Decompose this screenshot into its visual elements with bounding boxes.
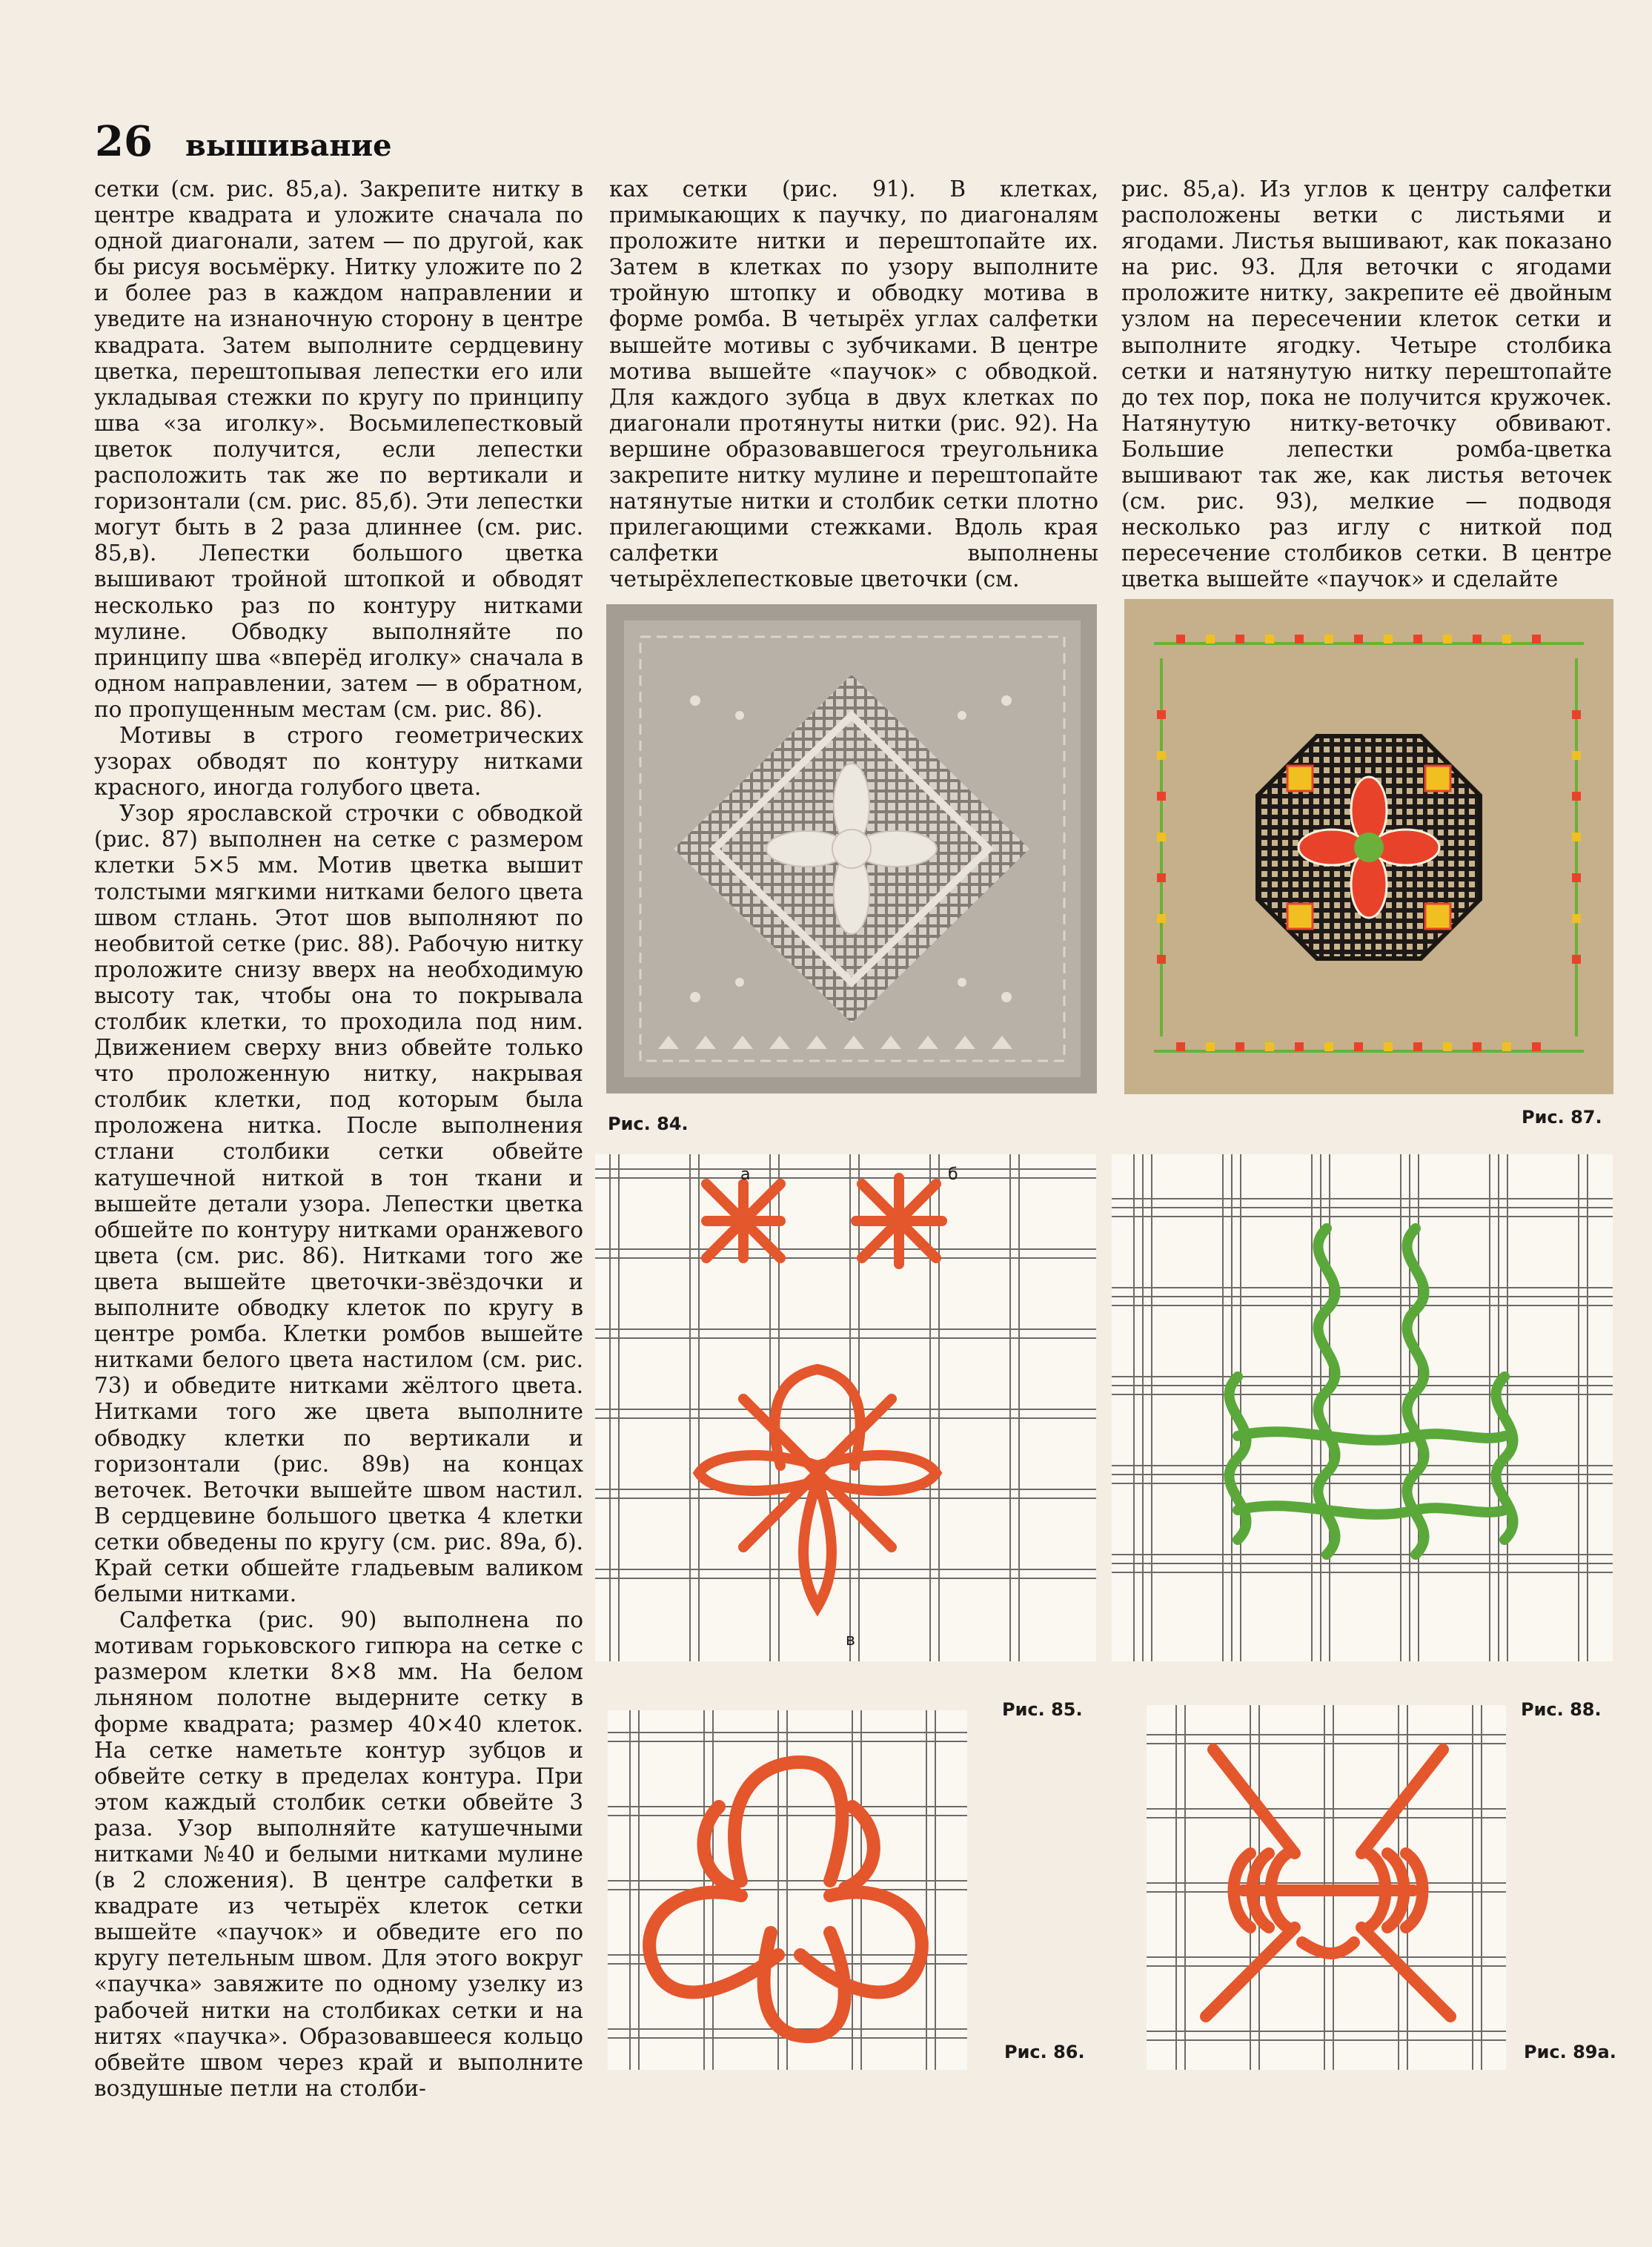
section-title: вышивание	[185, 128, 392, 163]
figure-86-caption: Рис. 86.	[1004, 2042, 1085, 2062]
figure-86-outlined-petals	[608, 1710, 967, 2070]
figure-84-napkin-photo	[606, 604, 1097, 1093]
page-number: 26	[95, 117, 153, 166]
figure-85-label-v: в	[846, 1631, 855, 1649]
paragraph: ках сетки (рис. 91). В клетках, примыкающих к паучку, по диагоналям проложите нитки и перештопайте их. Затем в клетках по узору выполните тройную штопку и обводку мотива в форме ромба. В четырёх углах салфетки вышейте мотивы с зубчиками. В центре мотива вышейте «паучок» с обводкой. Для каждого зубца в двух клетках по диагонали протянуты нитки (рис. 92). На вершине образовавшегося треугольника закрепите нитку мулине и перештопайте натянутые нитки и столбик сетки плотно прилегающими стежками. Вдоль края салфетки выполнены четырёхлепестковые цветочки (см.	[609, 176, 1098, 592]
figure-85-label-b: б	[948, 1165, 958, 1184]
figure-84-caption: Рис. 84.	[608, 1113, 689, 1134]
figure-88-caption: Рис. 88.	[1521, 1699, 1602, 1720]
figure-85-label-a: а	[740, 1165, 751, 1184]
text-column-3	[1121, 176, 1612, 593]
figure-87-caption: Рис. 87.	[1522, 1107, 1602, 1128]
figure-87-napkin-photo	[1124, 599, 1613, 1094]
text-column-2	[609, 176, 1098, 593]
page-header	[95, 117, 392, 169]
figure-85-petal-stitches	[595, 1154, 1096, 1661]
paragraph: Мотивы в строго геометрических узорах обводят по контуру нитками красного, иногда голубого цвета.	[94, 722, 583, 801]
figure-89a-wrapped-stitch	[1147, 1705, 1506, 2070]
paragraph: Салфетка (рис. 90) выполнена по мотивам горьковского гипюра на сетке с размером клетки 8×8 мм. На белом льняном полотне выдерните сетку в форме квадрата; размер 40×40 клеток. На сетке наметьте контур зубцов и обвейте сетку в пределах контура. При этом каждый столбик сетки обвейте 3 раза. Узор выполняйте катушечными нитками №40 и белыми нитками мулине (в 2 сложения). В центре салфетки в квадрате из четырёх клеток сетки вышейте «паучок» и обведите его по кругу петельным швом. Для этого вокруг «паучка» завяжите по одному узелку из рабочей нитки на столбиках сетки и на нитях «паучка». Образовавшееся кольцо обвейте швом через край и выполните воздушные петли на столби-	[94, 1607, 583, 2101]
paragraph: сетки (см. рис. 85,а). Закрепите нитку в центре квадрата и уложите сначала по одной диагонали, затем — по другой, как бы рисуя восьмёрку. Нитку уложите по 2 и более раз в каждом направлении и уведите на изнаночную сторону в центре квадрата. Затем выполните сердцевину цветка, перештопывая лепестки его или укладывая стежки по кругу по принципу шва «за иголку». Восьмилепестковый цветок получится, если лепестки расположить так же по вертикали и горизонтали (см. рис. 85,б). Эти лепестки могут быть в 2 раза длиннее (см. рис. 85,в). Лепестки большого цветка вышивают тройной штопкой и обводят несколько раз по контуру нитками мулине. Обводку выполняйте по принципу шва «вперёд иголку» сначала в одном направлении, затем — в обратном, по пропущенным местам (см. рис. 86).	[94, 176, 583, 722]
paragraph: Узор ярославской строчки с обводкой (рис. 87) выполнен на сетке с размером клетки 5×5 мм. Мотив цветка вышит толстыми мягкими нитками белого цвета швом стлань. Этот шов выполняют по необвитой сетке (рис. 88). Рабочую нитку проложите снизу вверх на необходимую высоту так, чтобы она то покрывала столбик клетки, то проходила под ним. Движением сверху вниз обвейте только что проложенную нитку, накрывая столбик клетки, под которым была проложена нитка. После выполнения стлани столбики сетки обвейте катушечной ниткой в тон ткани и вышейте детали узора. Лепестки цветка обшейте по контуру нитками оранжевого цвета (см. рис. 86). Нитками того же цвета вышейте цветочки-звёздочки и выполните обводку клеток по кругу в центре ромба. Клетки ромбов вышейте нитками белого цвета настилом (см. рис. 73) и обведите нитками жёлтого цвета. Нитками того же цвета выполните обводку клетки по вертикали и горизонтали (рис. 89в) на концах веточек. Веточки вышейте швом настил. В сердцевине большого цветка 4 клетки сетки обведены по кругу (см. рис. 89а, б). Край сетки обшейте гладьевым валиком белыми нитками.	[94, 801, 583, 1607]
figure-85-caption: Рис. 85.	[1002, 1699, 1083, 1720]
figure-88-woven-stitch	[1112, 1154, 1613, 1661]
paragraph: рис. 85,а). Из углов к центру салфетки расположены ветки с листьями и ягодами. Листья вышивают, как показано на рис. 93. Для веточки с ягодами проложите нитку, закрепите её двойным узлом на пересечении клеток сетки и выполните ягодку. Четыре столбика сетки и натянутую нитку перештопайте до тех пор, пока не получится кружочек. Натянутую нитку-веточку обвивают. Большие лепестки ромба-цветка вышивают так же, как листья веточек (см. рис. 93), мелкие — подводя несколько раз иглу с ниткой под пересечение столбиков сетки. В центре цветка вышейте «паучок» и сделайте	[1121, 176, 1612, 592]
figure-89a-caption: Рис. 89а.	[1524, 2042, 1616, 2062]
text-column-1	[94, 176, 583, 2102]
